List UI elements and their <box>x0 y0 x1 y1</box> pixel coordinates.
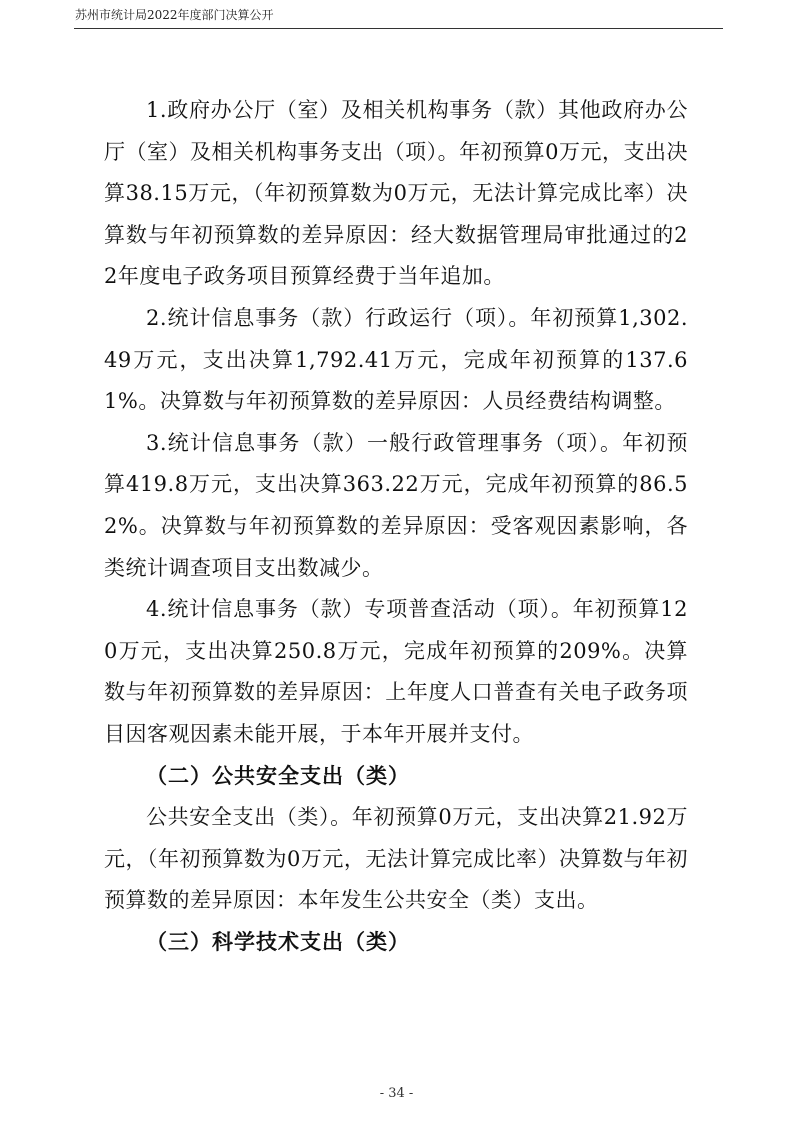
paragraph-item-2: 2.统计信息事务（款）行政运行（项）。年初预算1,302.49万元，支出决算1,792.41万元，完成年初预算的137.61%。决算数与年初预算数的差异原因：人员经费结构调整。 <box>104 305 688 414</box>
section-heading-public-security: （二）公共安全支出（类） <box>146 763 410 788</box>
header-divider <box>74 28 723 29</box>
section-heading-science-tech: （三）科学技术支出（类） <box>146 929 410 954</box>
paragraph-item-4: 4.统计信息事务（款）专项普查活动（项）。年初预算120万元，支出决算250.8万元，完成年初预算的209%。决算数与年初预算数的差异原因：上年度人口普查有关电子政务项目因客观因素未能开展，于本年开展并支付。 <box>104 597 688 746</box>
paragraph-item-3: 3.统计信息事务（款）一般行政管理事务（项）。年初预算419.8万元，支出决算363.22万元，完成年初预算的86.52%。决算数与年初预算数的差异原因：受客观因素影响，各类统计调查项目支出数减少。 <box>104 430 688 580</box>
document-body <box>104 90 688 963</box>
paragraph-item-1: 1.政府办公厅（室）及相关机构事务（款）其他政府办公厅（室）及相关机构事务支出（项）。年初预算0万元，支出决算38.15万元，（年初预算数为0万元，无法计算完成比率）决算数与年初预算数的差异原因：经大数据管理局审批通过的22年度电子政务项目预算经费于当年追加。 <box>104 98 688 289</box>
paragraph-public-security: 公共安全支出（类）。年初预算0万元，支出决算21.92万元，（年初预算数为0万元，无法计算完成比率）决算数与年初预算数的差异原因：本年发生公共安全（类）支出。 <box>104 805 688 913</box>
page-number: - 34 - <box>379 1086 414 1101</box>
document-header: 苏州市统计局2022年度部门决算公开 <box>75 8 274 22</box>
